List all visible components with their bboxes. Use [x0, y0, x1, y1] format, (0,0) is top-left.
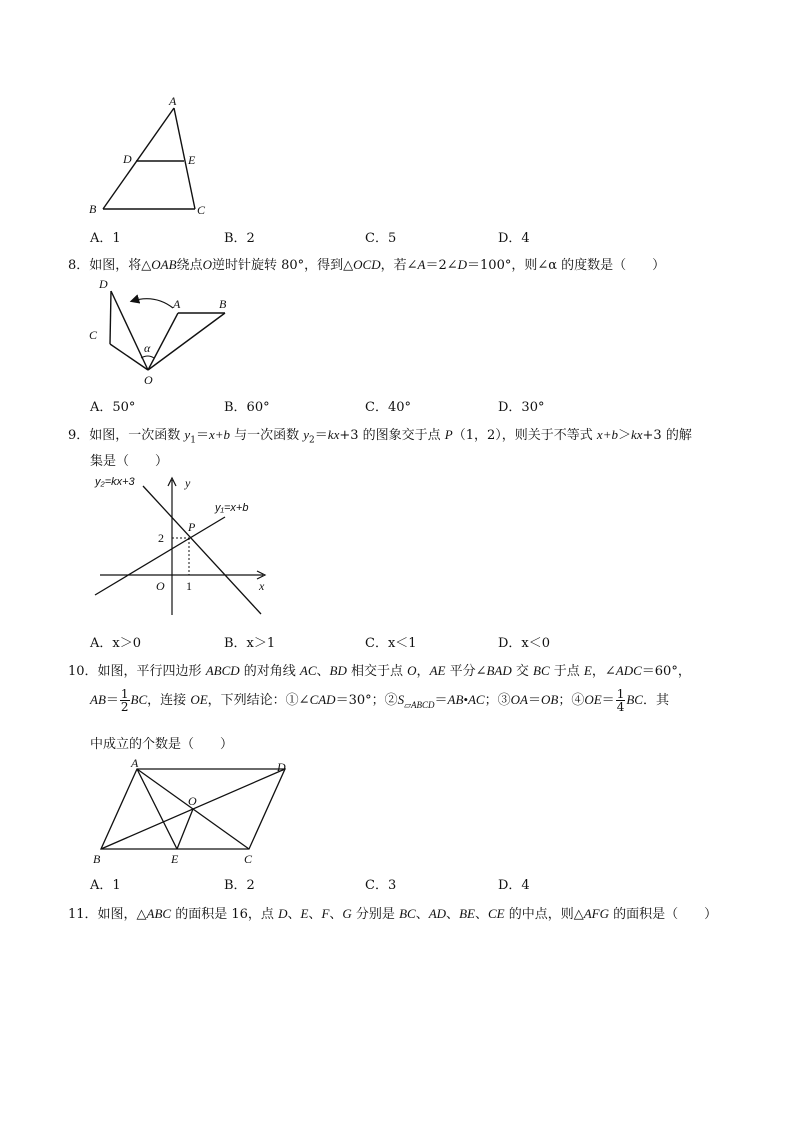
q9-text: ＞	[617, 428, 631, 443]
q10-option-a[interactable]: A．1	[90, 878, 121, 893]
q8-number: 8．	[68, 258, 90, 273]
q8-option-c[interactable]: C．40°	[365, 400, 411, 415]
q10-var: OB	[540, 692, 559, 707]
q10-var: BC	[130, 692, 148, 707]
q10-var: S	[397, 692, 405, 707]
q8-var: OCD	[353, 257, 381, 272]
q9-var: y	[184, 427, 191, 442]
q10-text: ＝	[105, 693, 119, 708]
q8-option-d[interactable]: D．30°	[498, 400, 545, 415]
q9-stem-line2: 集是（ ）	[90, 454, 169, 469]
q10-stem-line3: 中成立的个数是（ ）	[90, 737, 234, 752]
q8-text: ＝2∠	[425, 258, 458, 273]
q9-option-c[interactable]: C．x＜1	[365, 636, 417, 651]
q10-text: 相交于点	[346, 664, 408, 679]
q10-text: ，∠	[591, 664, 616, 679]
q11-var: E	[300, 906, 309, 921]
q9-text: ＝	[314, 428, 328, 443]
q7-label-e: E	[188, 153, 196, 167]
q9-text: 如图，一次函数	[89, 428, 185, 443]
q9-sub: 2	[309, 435, 315, 446]
q9-stem-line1	[68, 424, 692, 446]
q8-text: ＝100°，则∠α 的度数是（ ）	[467, 258, 666, 273]
q8-option-a[interactable]: A．50°	[90, 400, 136, 415]
q10-text: ；③	[484, 693, 511, 708]
q11-text: 、	[474, 907, 488, 922]
q11-text: 分别是	[351, 907, 400, 922]
q9-text: ＝	[195, 428, 209, 443]
q10-var: CAD	[309, 692, 336, 707]
q9-label-two: 2	[158, 531, 164, 545]
q10-var: ADC	[615, 663, 642, 678]
q10-option-c[interactable]: C．3	[365, 878, 397, 893]
q10-text: ＝	[527, 693, 541, 708]
q8-var: A	[417, 257, 426, 272]
q8-text: 绕点	[176, 258, 203, 273]
q8-rotation-arrow-icon	[132, 299, 173, 308]
q8-label-alpha: α	[144, 341, 151, 355]
q9-label-yaxis: y	[185, 476, 191, 490]
q10-text: ，	[416, 664, 430, 679]
q11-number: 11．	[68, 907, 98, 922]
q9-label-one: 1	[186, 579, 192, 593]
q9-text: +3 的图象交于点	[339, 428, 445, 443]
q9-number: 9．	[68, 428, 90, 443]
q10-var: BD	[329, 663, 347, 678]
q10-number: 10．	[68, 664, 98, 679]
q10-var: OE	[584, 692, 602, 707]
q9-var: x+b	[208, 427, 230, 442]
q10-var: BAD	[486, 663, 512, 678]
q9-text: +3 的解	[642, 428, 692, 443]
q10-stem-line2	[90, 688, 669, 713]
q9-label-xaxis: x	[259, 579, 265, 593]
q11-var: AFG	[583, 906, 610, 921]
q8-var: OAB	[151, 257, 177, 272]
q8-label-a: A	[173, 297, 181, 311]
q10-var: E	[583, 663, 592, 678]
q10-label-e: E	[171, 852, 179, 866]
q10-var: O	[407, 663, 417, 678]
q9-text: 与一次函数	[230, 428, 304, 443]
q8-text: ，若∠	[380, 258, 418, 273]
q7-figure	[85, 92, 225, 222]
q9-var: kx	[630, 427, 643, 442]
q11-text: 、	[287, 907, 301, 922]
q10-text: ＝60°，	[641, 664, 691, 679]
q10-fraction-quarter	[616, 688, 626, 713]
q8-side-oa	[148, 313, 178, 370]
q11-var: AD	[428, 906, 447, 921]
q10-frac-den: 4	[616, 700, 625, 714]
q7-label-c: C	[197, 203, 206, 217]
q11-var: CE	[487, 906, 505, 921]
q10-label-c: C	[244, 852, 253, 866]
q9-option-b[interactable]: B．x＞1	[224, 636, 276, 651]
q9-text: （1，2），则关于不等式	[452, 428, 597, 443]
q10-text: 的对角线	[239, 664, 300, 679]
q10-fraction-half	[120, 688, 130, 713]
q10-label-b: B	[93, 852, 101, 866]
q10-text: ．其	[642, 693, 669, 708]
q8-text: 如图，将△	[89, 258, 152, 273]
q10-text: ；④	[558, 693, 585, 708]
q10-var: OA	[510, 692, 528, 707]
q11-var: G	[342, 906, 352, 921]
q8-option-b[interactable]: B．60°	[224, 400, 270, 415]
q9-var: y	[303, 427, 310, 442]
q7-option-a[interactable]: A．1	[90, 231, 121, 246]
q8-text: 逆时针旋转 80°，得到△	[211, 258, 354, 273]
q7-option-b[interactable]: B．2	[224, 231, 255, 246]
q10-var: AB	[90, 692, 106, 707]
q8-label-c: C	[89, 328, 98, 342]
q11-var: BC	[399, 906, 416, 921]
q10-text: ＝	[601, 693, 615, 708]
q10-frac-den: 2	[120, 700, 129, 714]
q10-var: BC	[533, 663, 550, 678]
q10-text: 于点	[549, 664, 584, 679]
q10-stem-line1	[68, 660, 691, 679]
q10-option-d[interactable]: D．4	[498, 878, 530, 893]
q8-side-cd	[110, 291, 111, 344]
q11-text: 的面积是（ ）	[609, 907, 718, 922]
q9-option-d[interactable]: D．x＜0	[498, 636, 551, 651]
q8-label-o: O	[144, 373, 153, 387]
q7-side-ab	[103, 108, 174, 209]
q11-stem	[68, 903, 717, 922]
q9-figure	[85, 472, 275, 622]
q11-var: D	[278, 906, 288, 921]
q8-label-b: B	[219, 297, 227, 311]
q10-text: 、	[316, 664, 330, 679]
q11-var: F	[321, 906, 330, 921]
q10-text: 交	[511, 664, 534, 679]
q7-option-d[interactable]: D．4	[498, 231, 530, 246]
q11-text: 的中点，则△	[504, 907, 584, 922]
q7-option-c[interactable]: C．5	[365, 231, 397, 246]
q7-label-d: D	[123, 152, 132, 166]
q10-text: ＝	[434, 693, 448, 708]
q11-text: 的面积是 16，点	[171, 907, 279, 922]
q11-text: 如图，△	[97, 907, 147, 922]
q9-var: P	[444, 427, 453, 442]
q10-var: OE	[190, 692, 208, 707]
q9-sub: 1	[190, 435, 196, 446]
q10-var: ABCD	[205, 663, 240, 678]
q10-var: AE	[429, 663, 446, 678]
q9-var: x+b	[596, 427, 618, 442]
q11-text: 、	[329, 907, 343, 922]
q11-text: 、	[308, 907, 322, 922]
q10-text: ，下列结论：①∠	[207, 693, 310, 708]
q10-frac-num: 1	[616, 687, 625, 701]
q10-text: ，连接	[147, 693, 191, 708]
q9-var: kx	[327, 427, 340, 442]
q11-var: BE	[459, 906, 475, 921]
q11-text: 、	[446, 907, 460, 922]
q8-side-bo	[148, 313, 225, 370]
q10-text: 平分∠	[445, 664, 487, 679]
q10-text: ＝30°；②	[335, 693, 398, 708]
q9-label-p: P	[188, 520, 196, 534]
q9-option-a[interactable]: A．x＞0	[90, 636, 141, 651]
q9-label-y2: y₂=kx+3	[95, 476, 135, 488]
q10-var: AC	[299, 663, 317, 678]
q8-var: O	[202, 257, 212, 272]
q11-text: 、	[415, 907, 429, 922]
q8-label-d: D	[99, 277, 108, 291]
q10-label-d: D	[277, 760, 286, 774]
q10-label-o: O	[188, 794, 197, 808]
q10-label-a: A	[131, 757, 139, 770]
q10-text: 如图，平行四边形	[97, 664, 206, 679]
q7-label-a: A	[169, 94, 177, 108]
q10-var: AB•AC	[447, 692, 485, 707]
q9-label-y1: y₁=x+b	[215, 502, 249, 514]
q8-stem	[68, 254, 665, 273]
q10-option-b[interactable]: B．2	[224, 878, 255, 893]
q10-var: BC	[626, 692, 643, 707]
q10-figure	[85, 757, 300, 867]
q8-var: D	[457, 257, 468, 272]
q10-frac-num: 1	[120, 687, 129, 701]
q10-segment-ae	[137, 769, 177, 849]
q10-sub: ▱ABCD	[404, 699, 435, 710]
q11-var: ABC	[146, 906, 172, 921]
q9-label-o: O	[156, 579, 165, 593]
q7-label-b: B	[89, 202, 97, 216]
q8-figure	[85, 272, 245, 387]
